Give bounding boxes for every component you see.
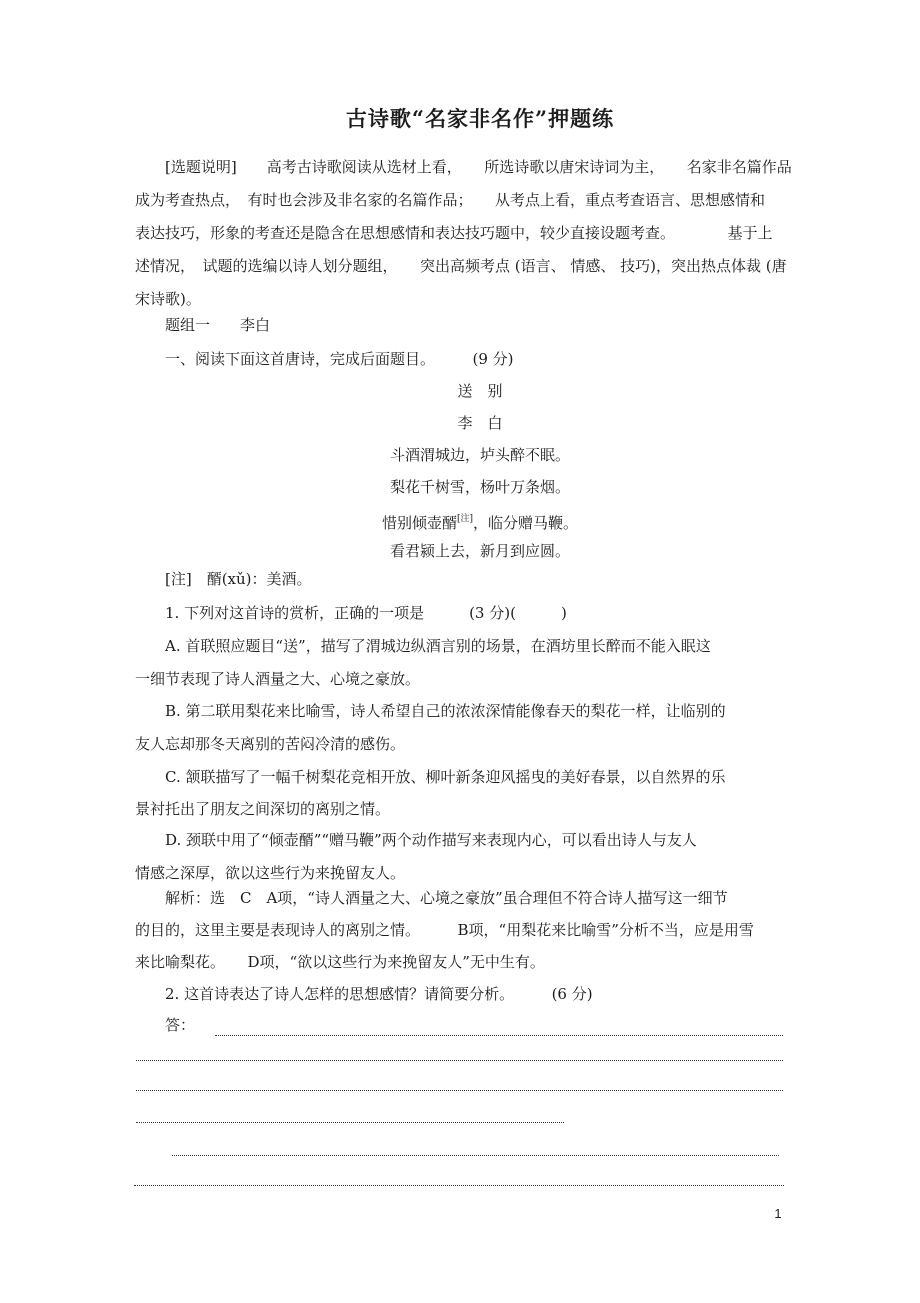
poem-line-4: 看君颍上去，新月到应圆。 <box>389 542 570 560</box>
option-b-line-1: B. 第二联用梨花来比喻雪，诗人希望自己的浓浓深情能像春天的梨花一样，让临别的 <box>135 702 726 720</box>
poem-line-1: 斗酒渭城边，垆头醉不眠。 <box>389 446 570 464</box>
question-1-stem: 1. 下列对这首诗的赏析，正确的一项是 (3 分)( ) <box>135 604 567 622</box>
page-title: 古诗歌“名家非名作”押题练 <box>345 106 615 131</box>
poem-footnote: [注] 醑(xǔ)：美酒。 <box>135 570 312 588</box>
option-a-line-1: A. 首联照应题目“送”，描写了渭城边纵酒言别的场景，在酒坊里长醉而不能入眠这 <box>135 637 711 655</box>
poem-note-superscript: [注] <box>456 514 474 524</box>
option-a-line-2: 一细节表现了诗人酒量之大、心境之豪放。 <box>135 670 421 688</box>
analysis-line-3: 来比喻梨花。 D项，“欲以这些行为来挽留友人”无中生有。 <box>135 953 545 971</box>
poem-line-3-text-after: ，临分赠马鞭。 <box>473 514 579 532</box>
group-heading: 题组一 李白 <box>135 316 271 334</box>
intro-line-5: 宋诗歌)。 <box>135 290 201 308</box>
answer-blank-line-6 <box>134 1185 784 1186</box>
intro-line-1: [选题说明] 高考古诗歌阅读从选材上看， 所选诗歌以唐宋诗词为主， 名家非名篇作品 <box>135 158 792 176</box>
answer-blank-line-4 <box>136 1122 564 1123</box>
analysis-line-2: 的目的，这里主要是表现诗人的离别之情。 B项，“用梨花来比喻雪”分析不当，应是用雪 <box>135 921 754 939</box>
poem-line-3-text: 惜别倾壶醑 <box>381 514 457 532</box>
option-b-line-2: 友人忘却那冬天离别的苦闷冷清的感伤。 <box>135 735 406 753</box>
option-c-line-2: 景衬托出了朋友之间深切的离别之情。 <box>135 800 391 818</box>
intro-line-3: 表达技巧，形象的考查还是隐含在思想感情和表达技巧题中，较少直接设题考查。 基于上 <box>135 224 773 242</box>
page-number: 1 <box>774 1206 782 1221</box>
poem-title: 送 别 <box>457 382 503 400</box>
question-2-stem: 2. 这首诗表达了诗人怎样的思想感情？请简要分析。 (6 分) <box>135 985 593 1003</box>
answer-blank-line-3 <box>136 1090 783 1091</box>
exercise-lead: 一、阅读下面这首唐诗，完成后面题目。 (9 分) <box>135 350 514 368</box>
poem-line-3 <box>135 508 825 534</box>
option-d-line-2: 情感之深厚，欲以这些行为来挽留友人。 <box>135 864 406 882</box>
answer-blank-line-5 <box>172 1155 779 1156</box>
answer-blank-line-1 <box>215 1035 783 1036</box>
answer-label: 答： <box>135 1016 196 1034</box>
poem-author: 李 白 <box>457 414 503 432</box>
intro-line-4: 述情况， 试题的选编以诗人划分题组， 突出高频考点 (语言、 情感、 技巧)，突出热点体裁 (唐 <box>135 257 787 275</box>
analysis-line-1: 解析：选 C A项，“诗人酒量之大、心境之豪放”虽合理但不符合诗人描写这一细节 <box>135 889 728 907</box>
option-c-line-1: C. 颔联描写了一幅千树梨花竞相开放、柳叶新条迎风摇曳的美好春景，以自然界的乐 <box>135 768 726 786</box>
option-d-line-1: D. 颈联中用了“倾壶醑”“赠马鞭”两个动作描写来表现内心，可以看出诗人与友人 <box>135 831 697 849</box>
intro-line-2: 成为考查热点， 有时也会涉及非名家的名篇作品； 从考点上看，重点考查语言、思想感情和 <box>135 191 766 209</box>
answer-blank-line-2 <box>136 1060 783 1061</box>
poem-line-2: 梨花千树雪，杨叶万条烟。 <box>389 478 570 496</box>
